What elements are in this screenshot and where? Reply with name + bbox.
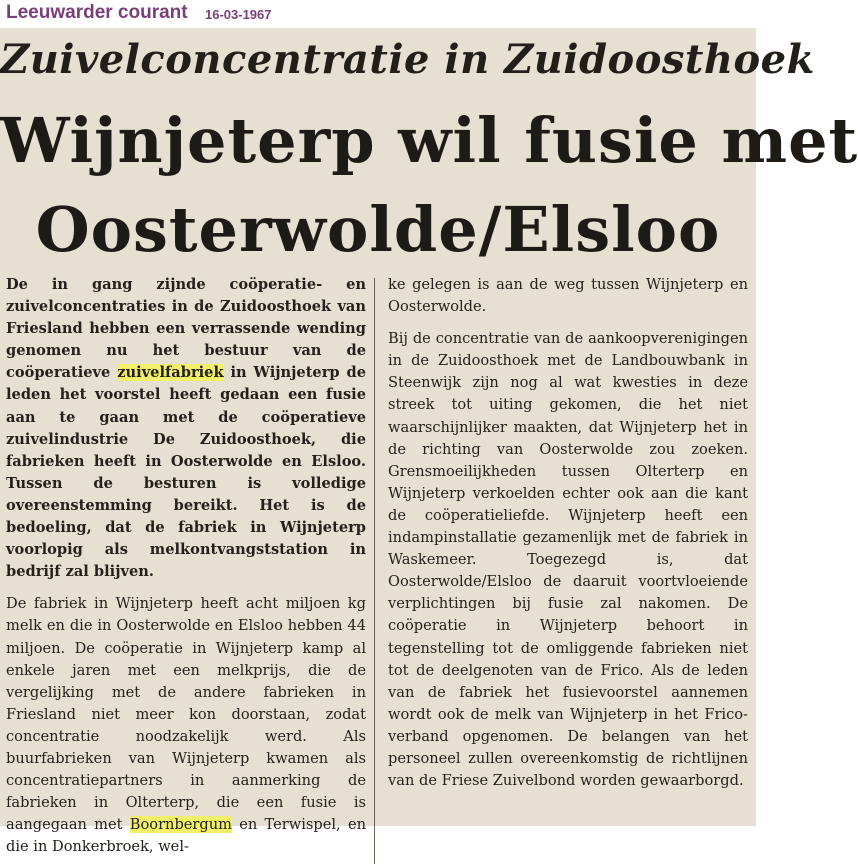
body-paragraph bbox=[6, 593, 366, 858]
publication-date: 16-03-1967 bbox=[205, 7, 272, 22]
lead-text-a: De in gang zijnde coöperatie- en zuivelconcentraties in de Zuidoosthoek van Friesland hebben een verrassende wending genomen nu het bestuur van de coöperatieve bbox=[6, 276, 366, 382]
lead-paragraph bbox=[6, 274, 366, 583]
continuation-paragraph: ke gelegen is aan de weg tussen Wijnjeterp en Oosterwolde. bbox=[388, 276, 748, 316]
newspaper-clipping bbox=[0, 28, 858, 856]
highlighted-term-zuivelfabriek: zuivelfabriek bbox=[117, 364, 224, 382]
article-column-right bbox=[388, 274, 748, 792]
source-header bbox=[0, 0, 756, 28]
article-column-left bbox=[6, 274, 366, 858]
lead-text-b: in Wijnjeterp de leden het voorstel heeft gedaan een fusie aan te gaan met de coöperatieve zuivelindustrie De Zuidoosthoek, die fabrieken heeft in Oosterwolde en Elsloo. Tussen de besturen is volledige overeenstemming bereikt. Het is de bedoeling, dat de fabriek in Wijnjeterp voorlopig als melkontvangststation in bedrijf zal blijven. bbox=[6, 364, 367, 581]
article-kicker: Zuivelconcentratie in Zuidoosthoek bbox=[0, 36, 815, 83]
body-paragraph-right: Bij de concentratie van de aankoopverenigingen in de Zuidoosthoek met de Landbouwbank in Steenwijk zijn nog al wat kwesties in deze streek tot uiting gekomen, die het niet waarschijnlijker maakten, dat Wijnjeterp het in de richting van Oosterwolde zou zoeken. Grensmoeilijkheden tussen Olterterp en Wijnjeterp verkoelden echter ook aan die kant de coöperatieliefde. Wijnjeterp heeft een indampinstallatie gezamenlijk met de fabriek in Waskemeer. Toegezegd is, dat Oosterwolde/Elsloo de daaruit voortvloeiende verplichtingen bij fusie zal nakomen. De coöperatie in Wijnjeterp behoort in tegenstelling tot de omliggende fabrieken niet tot de deelgenoten van de Frico. Als de leden van de fabriek het fusievoorstel aannemen wordt ook de melk van Wijnjeterp in het Frico-verband opgenomen. De belangen van het personeel zullen overeenkomstig de richtlijnen van de Friese Zuivelbond worden gewaarborgd. bbox=[388, 330, 748, 790]
body-text-b: en Terwispel, en die in Donkerbroek, wel- bbox=[6, 816, 366, 856]
column-divider bbox=[374, 278, 375, 864]
headline-line-1: Wijnjeterp wil fusie met bbox=[0, 104, 858, 177]
highlighted-term-boornbergum: Boornbergum bbox=[129, 816, 232, 834]
newspaper-name: Leeuwarder courant bbox=[6, 2, 188, 23]
headline-line-2: Oosterwolde/Elsloo bbox=[35, 193, 721, 266]
body-text-a: De fabriek in Wijnjeterp heeft acht miljoen kg melk en die in Oosterwolde en Elsloo hebben 44 miljoen. De coöperatie in Wijnjeterp kamp al enkele jaren met een melkprijs, die de vergelijking met de andere fabrieken in Friesland niet meer kon doorstaan, zodat concentratie noodzakelijk werd. Als buurfabrieken van Wijnjeterp kwamen als concentratiepartners in aanmerking de fabrieken in Olterterp, die een fusie is aangegaan met bbox=[6, 595, 366, 834]
